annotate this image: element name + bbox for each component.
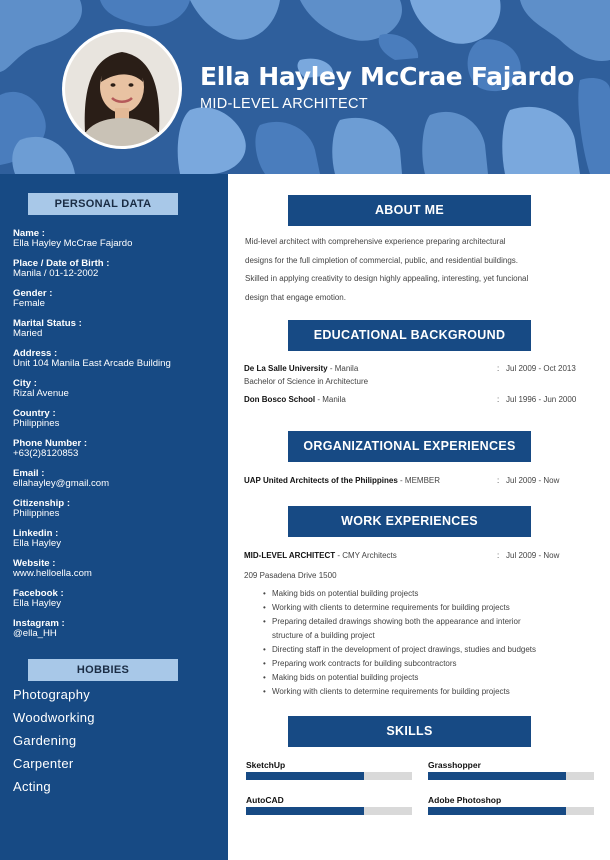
- education-degree: Bachelor of Science in Architecture: [244, 377, 369, 386]
- work-duty-item: • Making bids on potential building projects: [266, 587, 596, 601]
- school-name: Don Bosco School: [244, 395, 316, 404]
- skill-bar-fill: [246, 772, 364, 780]
- sidebar: [0, 174, 228, 860]
- organization-role: - MEMBER: [397, 476, 441, 485]
- personal-item-city: City : Rizal Avenue: [13, 378, 69, 399]
- work-company: - CMY Architects: [335, 551, 397, 560]
- personal-item-linkedin: Linkedin : Ella Hayley: [13, 528, 61, 549]
- organizations-heading: ORGANIZATIONAL EXPERIENCES: [288, 431, 531, 462]
- work-duties-list: [266, 587, 596, 699]
- organization-row: UAP United Architects of the Philippines - MEMBER : Jul 2009 - Now: [244, 476, 560, 485]
- hobbies-heading: HOBBIES: [28, 659, 178, 681]
- skill-bar-fill: [428, 772, 566, 780]
- personal-item-phone: Phone Number : +63(2)8120853: [13, 438, 88, 459]
- main-content: [228, 174, 610, 860]
- candidate-name: Ella Hayley McCrae Fajardo: [200, 62, 575, 91]
- candidate-title: MID-LEVEL ARCHITECT: [200, 96, 368, 112]
- education-dates: Jul 2009 - Oct 2013: [506, 364, 576, 373]
- work-duty-item: • Working with clients to determine requirements for building projects: [266, 601, 596, 615]
- organization-name: UAP United Architects of the Philippines: [244, 476, 398, 485]
- skill-bar-track: [246, 807, 412, 815]
- personal-item-instagram: Instagram : @ella_HH: [13, 618, 65, 639]
- education-dates: Jul 1996 - Jun 2000: [506, 395, 577, 404]
- work-duty-item: • Preparing detailed drawings showing both the appearance and interior: [266, 615, 596, 629]
- hobby-item: Carpenter: [13, 756, 74, 771]
- work-dates: Jul 2009 - Now: [506, 551, 560, 560]
- work-duty-item: • Preparing work contracts for building subcontractors: [266, 657, 596, 671]
- school-place: - Manila: [315, 395, 346, 404]
- education-heading: EDUCATIONAL BACKGROUND: [288, 320, 531, 351]
- work-address: 209 Pasadena Drive 1500: [244, 571, 337, 580]
- education-row: Don Bosco School - Manila : Jul 1996 - Jun 2000: [244, 395, 577, 404]
- skill-name: AutoCAD: [246, 795, 284, 805]
- school-name: De La Salle University: [244, 364, 328, 373]
- avatar-portrait-icon: [65, 32, 179, 146]
- personal-item-name: Name : Ella Hayley McCrae Fajardo: [13, 228, 133, 249]
- about-heading: ABOUT ME: [288, 195, 531, 226]
- personal-item-website: Website : www.helloella.com: [13, 558, 92, 579]
- hobby-item: Acting: [13, 779, 51, 794]
- skill-bar-fill: [246, 807, 364, 815]
- skill-bar-track: [246, 772, 412, 780]
- skill-bar-track: [428, 772, 594, 780]
- skill-name: Adobe Photoshop: [428, 795, 502, 805]
- skill-name: Grasshopper: [428, 760, 481, 770]
- work-duty-item: • Working with clients to determine requirements for building projects: [266, 685, 596, 699]
- hobby-item: Woodworking: [13, 710, 95, 725]
- personal-item-address: Address : Unit 104 Manila East Arcade Building: [13, 348, 171, 369]
- work-duty-continuation: structure of a building project: [272, 631, 375, 640]
- header-banner: [0, 0, 610, 174]
- hobby-item: Photography: [13, 687, 91, 702]
- work-heading: WORK EXPERIENCES: [288, 506, 531, 537]
- personal-data-heading: PERSONAL DATA: [28, 193, 178, 215]
- personal-data-list: [13, 229, 223, 649]
- about-line: Skilled in applying creativity to design highly appealing, interesting, yet funcional: [245, 274, 529, 283]
- about-line: Mid-level architect with comprehensive experience preparing architectural: [245, 237, 506, 246]
- hobbies-list: [13, 687, 95, 802]
- personal-item-gender: Gender : Female: [13, 288, 53, 309]
- organization-dates: Jul 2009 - Now: [506, 476, 560, 485]
- school-place: - Manila: [327, 364, 359, 373]
- personal-item-facebook: Facebook : Ella Hayley: [13, 588, 64, 609]
- work-row: MID-LEVEL ARCHITECT - CMY Architects : Jul 2009 - Now: [244, 551, 560, 560]
- personal-item-country: Country : Philippines: [13, 408, 60, 429]
- personal-item-citizenship: Citizenship : Philippines: [13, 498, 71, 519]
- skill-bar-track: [428, 807, 594, 815]
- work-duty-item: • Directing staff in the development of project drawings, studies and budgets: [266, 643, 596, 657]
- education-row: De La Salle University - Manila : Jul 2009 - Oct 2013: [244, 364, 576, 373]
- about-text: [245, 233, 585, 307]
- work-duty-item: • Making bids on potential building projects: [266, 671, 596, 685]
- skill-name: SketchUp: [246, 760, 286, 770]
- personal-item-birth: Place / Date of Birth : Manila / 01-12-2002: [13, 258, 110, 279]
- about-line: designs for the full cimpletion of commercial, public, and residential buildings.: [245, 255, 519, 265]
- personal-item-marital: Marital Status : Maried: [13, 318, 82, 339]
- profile-photo: [62, 29, 182, 149]
- work-position: MID-LEVEL ARCHITECT: [244, 551, 336, 560]
- personal-item-email: Email : ellahayley@gmail.com: [13, 468, 110, 489]
- hobby-item: Gardening: [13, 733, 77, 748]
- skill-bar-fill: [428, 807, 566, 815]
- about-line: design that engage emotion.: [245, 292, 346, 302]
- skills-heading: SKILLS: [288, 716, 531, 747]
